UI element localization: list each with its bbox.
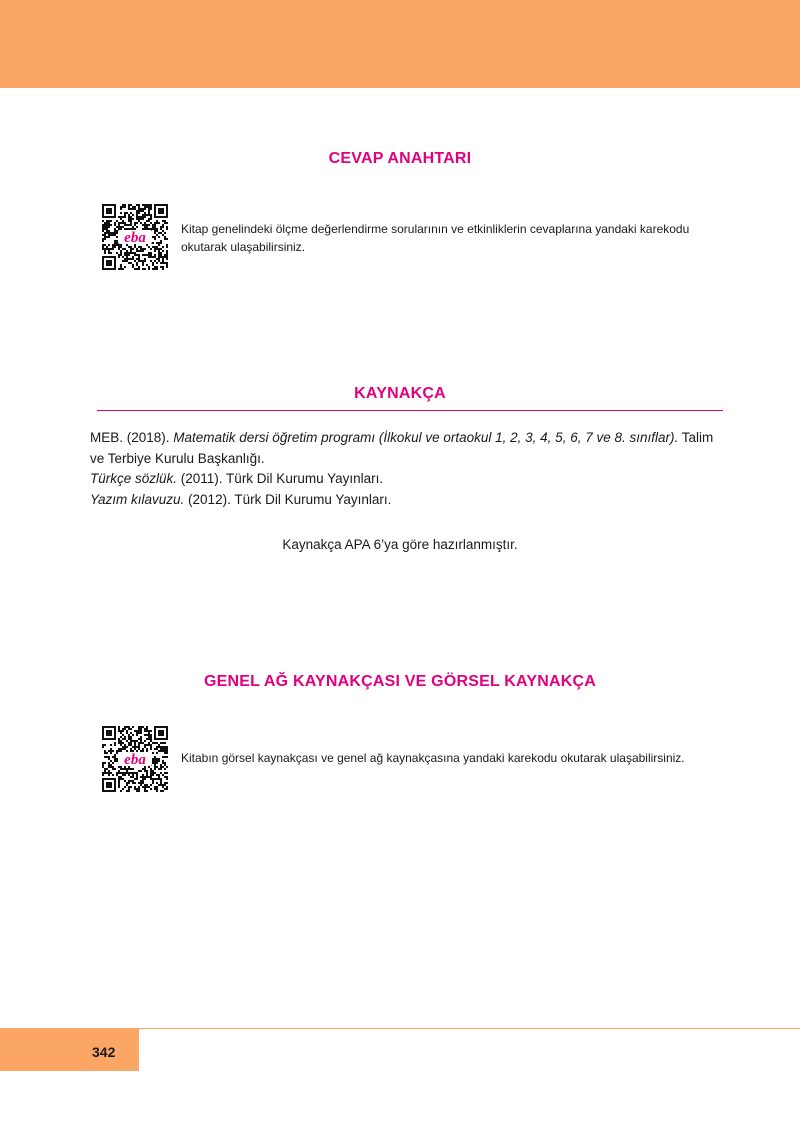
page-number-box (0, 1029, 139, 1071)
web-sources-heading: GENEL AĞ KAYNAKÇASI VE GÖRSEL KAYNAKÇA (204, 673, 596, 690)
heading-divider (97, 410, 723, 411)
header-band (0, 0, 800, 88)
qr-code-icon[interactable] (102, 726, 168, 792)
citation-style-note: Kaynakça APA 6’ya göre hazırlanmıştır. (282, 537, 518, 552)
answer-key-text: Kitap genelindeki ölçme değerlendirme sorularının ve etkinliklerin cevaplarına yandaki karekodu okutarak ulaşabilirsiniz. (181, 222, 690, 254)
bibliography-entry: MEB. (2018). Matematik dersi öğretim programı (İlkokul ve ortaokul 1, 2, 3, 4, 5, 6, 7 ve 8. sınıflar). Talim ve Terbiye Kurulu Başkanlığı. Türkçe sözlük. (2011). Türk Dil Kurumu Yayınları. Yazım kılavuzu. (2012). Türk Dil Kurumu Yayınları. (90, 430, 714, 507)
qr-logo: eba (124, 230, 146, 246)
bibliography-heading: KAYNAKÇA (354, 385, 446, 402)
page-number: 342 (92, 1044, 116, 1060)
qr-logo: eba (124, 752, 146, 768)
qr-code-icon[interactable] (102, 204, 168, 270)
web-sources-text: Kitabın görsel kaynakçası ve genel ağ kaynakçasına yandaki karekodu okutarak ulaşabilirsiniz. (181, 751, 685, 765)
answer-key-heading: CEVAP ANAHTARI (328, 150, 472, 167)
